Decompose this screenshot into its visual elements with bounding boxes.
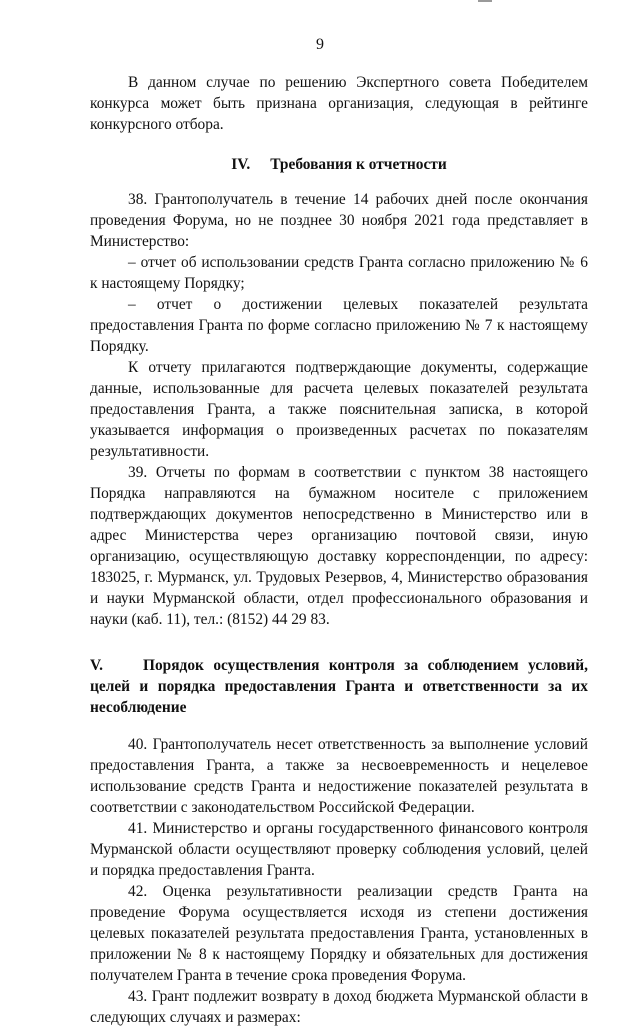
list-item-report-targets: – отчет о достижении целевых показателей результата предоставления Гранта по форме согласно приложению № 7 к настоящему Порядку. <box>90 296 588 355</box>
paragraph-42: 42. Оценка результативности реализации средств Гранта на проведение Форума осуществляется исходя из степени достижения целевых показателей результата предоставления Гранта, установленных в приложении № 8 к настоящему Порядку и обязательных для достижения получателем Гранта в течение срока проведения Форума. <box>90 883 588 984</box>
section-5-title: Порядок осуществления контроля за соблюдением условий, целей и порядка предоставления Гранта и ответственности за их несоблюдение <box>90 657 588 716</box>
list-item-report-funds: – отчет об использовании средств Гранта согласно приложению № 6 к настоящему Порядку; <box>90 254 588 292</box>
paragraph-38: 38. Грантополучатель в течение 14 рабочих дней после окончания проведения Форума, но не позднее 30 ноября 2021 года представляет в Министерство: <box>90 191 588 250</box>
paragraph-attachments: К отчету прилагаются подтверждающие документы, содержащие данные, использованные для расчета целевых показателей результата предоставления Гранта, а также пояснительная записка, в которой указывается информация о произведенных расчетах по показателям результативности. <box>90 359 588 460</box>
paragraph-39: 39. Отчеты по формам в соответствии с пунктом 38 настоящего Порядка направляются на бумажном носителе с приложением подтверждающих документов непосредственно в Министерство или в адрес Министерства через организацию почтовой связи, иную организацию, осуществляющую доставку корреспонденции, по адресу: 183025, г. Мурманск, ул. Трудовых Резервов, 4, Министерство образования и науки Мурманской области, отдел профессионального образования и науки (каб. 11), тел.: (8152) 44 29 83. <box>90 464 588 628</box>
section-4-heading <box>90 154 588 175</box>
section-5-heading <box>90 655 588 718</box>
paragraph-40: 40. Грантополучатель несет ответственность за выполнение условий предоставления Гранта, а также за несвоевременность и нецелевое использование средств Гранта и недостижение показателей результата в соответствии с законодательством Российской Федерации. <box>90 736 588 816</box>
section-4-title: Требования к отчетности <box>270 156 447 173</box>
section-4-number: IV. <box>231 156 251 173</box>
document-body <box>90 72 588 1028</box>
paragraph-43: 43. Грант подлежит возврату в доход бюджета Мурманской области в следующих случаях и размерах: <box>90 988 588 1026</box>
intro-paragraph: В данном случае по решению Экспертного совета Победителем конкурса может быть признана организация, следующая в рейтинге конкурсного отбора. <box>90 74 588 133</box>
top-edge-mark <box>478 0 492 2</box>
page-number: 9 <box>316 36 324 53</box>
section-5-number: V. <box>90 657 103 674</box>
paragraph-41: 41. Министерство и органы государственного финансового контроля Мурманской области осуществляют проверку соблюдения условий, целей и порядка предоставления Гранта. <box>90 820 588 879</box>
